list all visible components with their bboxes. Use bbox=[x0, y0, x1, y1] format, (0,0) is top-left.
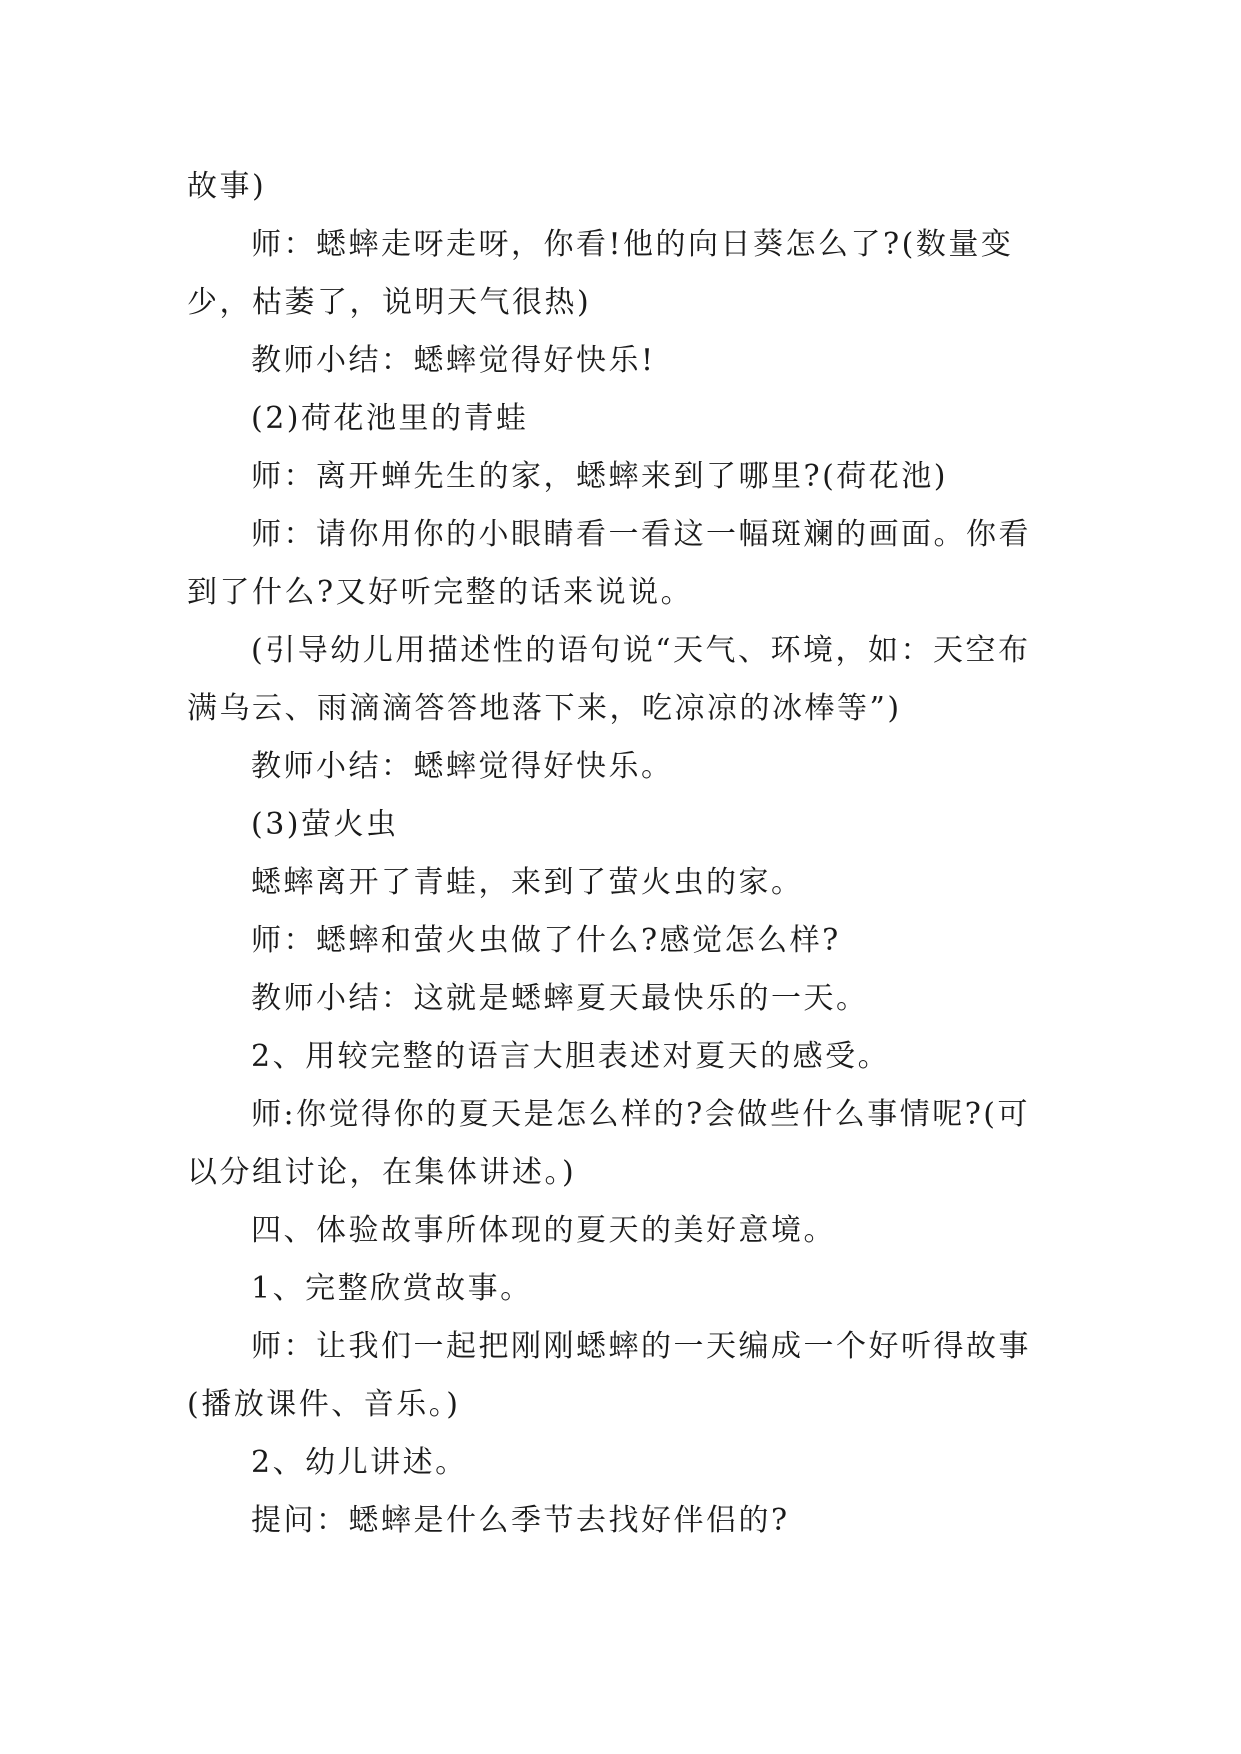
paragraph-guide-description: (引导幼儿用描述性的语句说“天气、环境，如：天空布满乌云、雨滴滴答答地落下来，吃凉凉的冰棒等”) bbox=[187, 633, 1031, 726]
paragraph-summary-happiest-day: 教师小结：这就是蟋蟀夏天最快乐的一天。 bbox=[251, 981, 869, 1016]
step-heading-express-feelings: 2、用较完整的语言大胆表述对夏天的感受。 bbox=[251, 1039, 891, 1074]
step-heading-children-narrate: 2、幼儿讲述。 bbox=[251, 1445, 468, 1480]
paragraph-firefly-question: 师：蟋蟀和萤火虫做了什么?感觉怎么样? bbox=[251, 923, 841, 958]
paragraph-season-question: 提问：蟋蟀是什么季节去找好伴侣的? bbox=[251, 1503, 790, 1538]
section-heading-experience: 四、体验故事所体现的夏天的美好意境。 bbox=[251, 1213, 836, 1248]
section-heading-firefly: (3)萤火虫 bbox=[251, 807, 399, 842]
section-heading-frog: (2)荷花池里的青蛙 bbox=[251, 401, 529, 436]
paragraph-your-summer-question: 师:你觉得你的夏天是怎么样的?会做些什么事情呢?(可以分组讨论，在集体讲述。) bbox=[187, 1097, 1030, 1190]
paragraph-firefly-home: 蟋蟀离开了青蛙，来到了萤火虫的家。 bbox=[251, 865, 804, 900]
paragraph-summary-happy-1: 教师小结：蟋蟀觉得好快乐! bbox=[251, 343, 656, 378]
paragraph-sunflower-question: 师：蟋蟀走呀走呀，你看!他的向日葵怎么了?(数量变少，枯萎了，说明天气很热) bbox=[187, 227, 1014, 320]
document-body bbox=[187, 158, 1057, 1550]
paragraph-summary-happy-2: 教师小结：蟋蟀觉得好快乐。 bbox=[251, 749, 674, 784]
paragraph-continuation: 故事) bbox=[187, 169, 267, 204]
paragraph-look-picture: 师：请你用你的小眼睛看一看这一幅斑斓的画面。你看到了什么?又好听完整的话来说说。 bbox=[187, 517, 1031, 610]
paragraph-compose-story: 师：让我们一起把刚刚蟋蟀的一天编成一个好听得故事(播放课件、音乐。) bbox=[187, 1329, 1031, 1422]
step-heading-appreciate-story: 1、完整欣赏故事。 bbox=[251, 1271, 533, 1306]
paragraph-lotus-pond-question: 师：离开蝉先生的家，蟋蟀来到了哪里?(荷花池) bbox=[251, 459, 948, 494]
